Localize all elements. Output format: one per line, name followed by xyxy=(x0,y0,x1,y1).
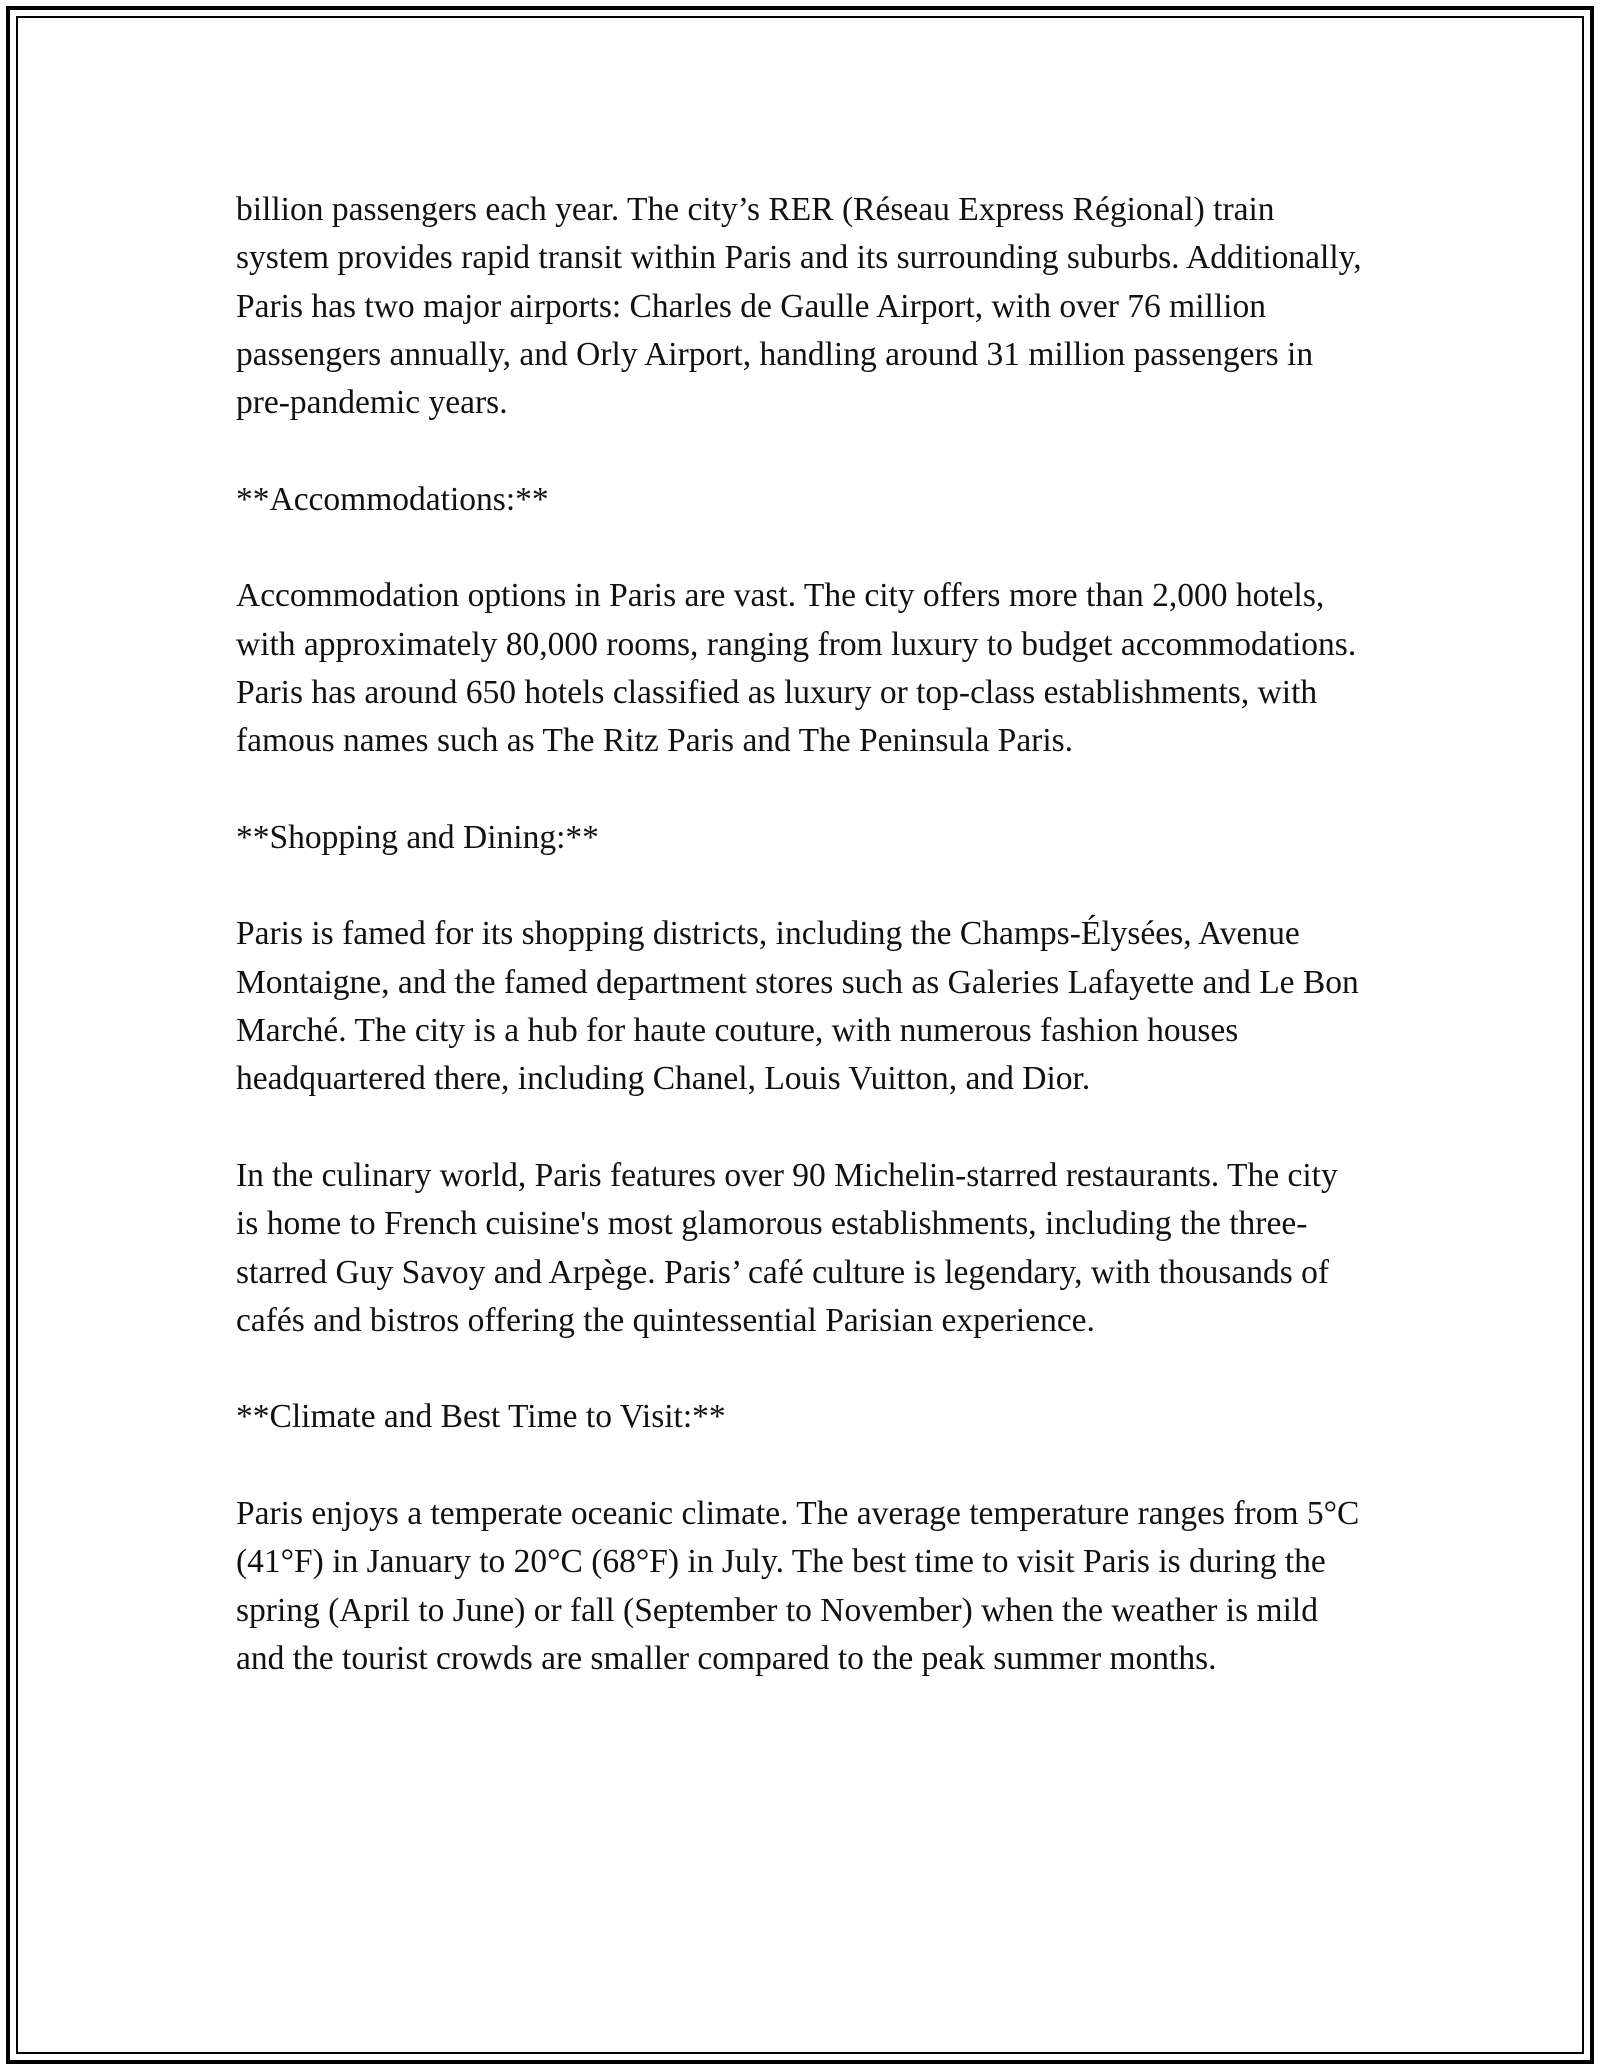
document-body xyxy=(236,186,1366,1683)
heading-accommodations: **Accommodations:** xyxy=(236,480,549,518)
paragraph-accommodations: Accommodation options in Paris are vast. The city offers more than 2,000 hotels, with approximately 80,000 rooms, ranging from luxury to budget accommodations. Paris has around 650 hotels classified as luxury or top-class establishments, with famous names such as The Ritz Paris and The Peninsula Paris. xyxy=(236,577,1357,760)
paragraph-dining: In the culinary world, Paris features over 90 Michelin-starred restaurants. The city is home to French cuisine's most glamorous establishments, including the three-starred Guy Savoy and Arpège. Paris’ café culture is legendary, with thousands of cafés and bistros offering the quintessential Parisian experience. xyxy=(236,1156,1338,1339)
heading-climate: **Climate and Best Time to Visit:** xyxy=(236,1398,726,1436)
paragraph-climate: Paris enjoys a temperate oceanic climate. The average temperature ranges from 5°C (41°F) in January to 20°C (68°F) in July. The best time to visit Paris is during the spring (April to June) or fall (September to November) when the weather is mild and the tourist crowds are smaller compared to the peak summer months. xyxy=(236,1495,1360,1677)
paragraph-shopping: Paris is famed for its shopping districts, including the Champs-Élysées, Avenue Montaigne, and the famed department stores such as Galeries Lafayette and Le Bon Marché. The city is a hub for haute couture, with numerous fashion houses headquartered there, including Chanel, Louis Vuitton, and Dior. xyxy=(236,915,1359,1098)
heading-shopping-dining: **Shopping and Dining:** xyxy=(236,818,599,856)
paragraph-transport: billion passengers each year. The city’s RER (Réseau Express Régional) train system provides rapid transit within Paris and its surrounding suburbs. Additionally, Paris has two major airports: Charles de Gaulle Airport, with over 76 million passengers annually, and Orly Airport, handling around 31 million passengers in pre-pandemic years. xyxy=(236,191,1362,422)
